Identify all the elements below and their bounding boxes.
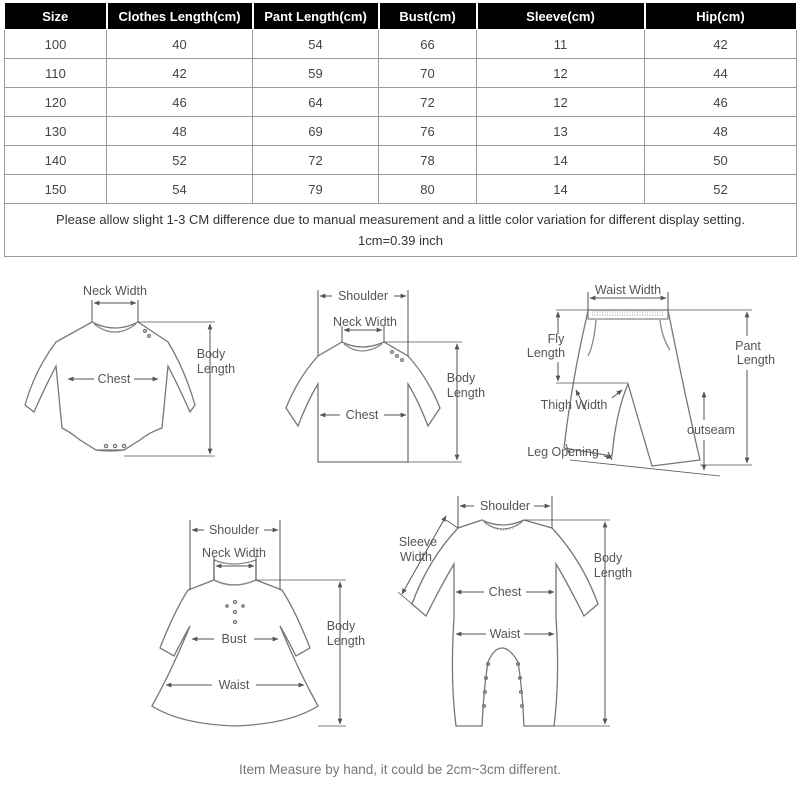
cell-pant-length: 54 bbox=[253, 30, 379, 59]
romper-chest-label: Chest bbox=[488, 585, 522, 599]
cell-size: 130 bbox=[5, 117, 107, 146]
pants-leg-opening-label: Leg Opening bbox=[527, 445, 599, 459]
dress-bust-label: Bust bbox=[221, 632, 247, 646]
footer-measure-note: Item Measure by hand, it could be 2cm~3cm different. bbox=[238, 762, 562, 777]
bodysuit-chest-label: Chest bbox=[97, 372, 131, 386]
dress-waist-label: Waist bbox=[218, 678, 250, 692]
pants-thigh-width-label: Thigh Width bbox=[540, 398, 608, 412]
header-sleeve: Sleeve(cm) bbox=[477, 3, 645, 30]
cell-sleeve: 12 bbox=[477, 59, 645, 88]
dress-outline-icon bbox=[152, 580, 318, 726]
cell-hip: 48 bbox=[645, 117, 797, 146]
shirt-length-label: Length bbox=[446, 386, 486, 400]
cell-sleeve: 11 bbox=[477, 30, 645, 59]
shirt-shoulder-label: Shoulder bbox=[337, 289, 389, 303]
cell-bust: 70 bbox=[379, 59, 477, 88]
cell-clothes-length: 42 bbox=[107, 59, 253, 88]
header-bust: Bust(cm) bbox=[379, 3, 477, 30]
romper-shoulder-label: Shoulder bbox=[479, 499, 531, 513]
bodysuit-length-label: Length bbox=[196, 362, 236, 376]
dress-body-label: Body bbox=[326, 619, 356, 633]
cell-pant-length: 72 bbox=[253, 146, 379, 175]
cell-clothes-length: 46 bbox=[107, 88, 253, 117]
shirt-body-label: Body bbox=[446, 371, 476, 385]
bodysuit-outline-icon bbox=[25, 322, 195, 451]
romper-outline-icon bbox=[412, 520, 598, 726]
pants-pant-label: Pant bbox=[735, 339, 761, 353]
pants-waist-width-label: Waist Width bbox=[594, 283, 662, 297]
cell-hip: 50 bbox=[645, 146, 797, 175]
bodysuit-neck-width-label: Neck Width bbox=[83, 284, 147, 298]
romper-length-label: Length bbox=[593, 566, 633, 580]
pants-outseam-label: outseam bbox=[687, 423, 735, 437]
cell-size: 110 bbox=[5, 59, 107, 88]
pants-fly-label: Fly bbox=[547, 332, 565, 346]
pants-fly-length-label: Length bbox=[526, 346, 566, 360]
cell-clothes-length: 52 bbox=[107, 146, 253, 175]
bodysuit-body-label: Body bbox=[196, 347, 226, 361]
dress-shoulder-label: Shoulder bbox=[208, 523, 260, 537]
header-hip: Hip(cm) bbox=[645, 3, 797, 30]
romper-diagram bbox=[398, 496, 610, 726]
cell-sleeve: 13 bbox=[477, 117, 645, 146]
cell-size: 140 bbox=[5, 146, 107, 175]
romper-sleeve-label: Sleeve bbox=[398, 535, 438, 549]
cell-sleeve: 12 bbox=[477, 88, 645, 117]
cell-hip: 52 bbox=[645, 175, 797, 204]
pants-pant-length-label: Length bbox=[736, 353, 776, 367]
cell-pant-length: 79 bbox=[253, 175, 379, 204]
romper-waist-label: Waist bbox=[489, 627, 521, 641]
cell-size: 150 bbox=[5, 175, 107, 204]
cell-size: 100 bbox=[5, 30, 107, 59]
dress-neck-width-label: Neck Width bbox=[202, 546, 266, 560]
cell-bust: 80 bbox=[379, 175, 477, 204]
shirt-outline-icon bbox=[286, 342, 440, 462]
header-pant-length: Pant Length(cm) bbox=[253, 3, 379, 30]
cell-clothes-length: 54 bbox=[107, 175, 253, 204]
dress-length-label: Length bbox=[326, 634, 366, 648]
cell-size: 120 bbox=[5, 88, 107, 117]
header-size: Size bbox=[5, 3, 107, 30]
note-line-1: Please allow slight 1-3 CM difference due to manual measurement and a little color variation for different display setting. bbox=[56, 212, 745, 227]
shirt-neck-width-label: Neck Width bbox=[333, 315, 397, 329]
pants-outline-icon bbox=[564, 310, 700, 466]
romper-width-label: Width bbox=[400, 550, 432, 564]
cell-clothes-length: 48 bbox=[107, 117, 253, 146]
note-line-2: 1cm=0.39 inch bbox=[358, 233, 443, 248]
header-clothes-length: Clothes Length(cm) bbox=[107, 3, 253, 30]
cell-sleeve: 14 bbox=[477, 175, 645, 204]
cell-hip: 44 bbox=[645, 59, 797, 88]
shirt-chest-label: Chest bbox=[345, 408, 379, 422]
cell-sleeve: 14 bbox=[477, 146, 645, 175]
cell-pant-length: 69 bbox=[253, 117, 379, 146]
cell-pant-length: 59 bbox=[253, 59, 379, 88]
cell-pant-length: 64 bbox=[253, 88, 379, 117]
cell-hip: 42 bbox=[645, 30, 797, 59]
cell-bust: 76 bbox=[379, 117, 477, 146]
cell-bust: 72 bbox=[379, 88, 477, 117]
cell-bust: 78 bbox=[379, 146, 477, 175]
cell-clothes-length: 40 bbox=[107, 30, 253, 59]
cell-bust: 66 bbox=[379, 30, 477, 59]
romper-body-label: Body bbox=[593, 551, 623, 565]
cell-hip: 46 bbox=[645, 88, 797, 117]
